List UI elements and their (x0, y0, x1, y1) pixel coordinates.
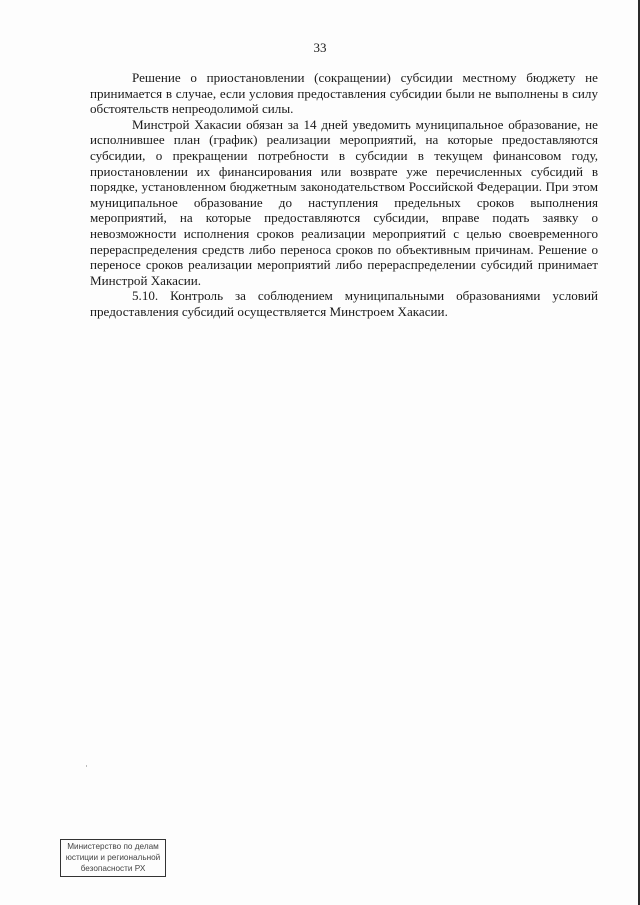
scan-speck (86, 765, 87, 767)
stamp-line-1: Министерство по делам (67, 842, 159, 851)
page-number: 33 (313, 40, 327, 55)
registration-stamp (60, 839, 166, 877)
paragraph-notification: Минстрой Хакасии обязан за 14 дней уведомить муниципальное образование, не исполнившее план (график) реализации мероприятий, на которые предоставляются субсидии, о прекращении потребности в субсидии в текущем финансовом году, приостановлении их финансирования или возврате уже перечисленных субсидий в порядке, установленном бюджетным законодательством Российской Федерации. При этом муниципальное образование до наступления предельных сроков выполнения мероприятий, на которые предоставляются субсидии, вправе подать заявку о невозможности исполнения сроков реализации мероприятий с целью своевременного перераспределения средств либо переноса сроков по объективным причинам. Решение о переносе сроков реализации мероприятий либо перераспределении субсидий принимает Минстрой Хакасии. (90, 116, 598, 288)
paragraph-suspension: Решение о приостановлении (сокращении) субсидии местному бюджету не принимается в случае, если условия предоставления субсидии были не выполнены в силу обстоятельств непреодолимой силы. (90, 70, 598, 117)
body-text (90, 70, 598, 320)
paragraph-control: 5.10. Контроль за соблюдением муниципальными образованиями условий предоставления субсидий осуществляется Минстроем Хакасии. (90, 288, 598, 319)
stamp-line-3: безопасности РХ (80, 864, 146, 873)
stamp-line-2: юстиции и региональной (65, 853, 161, 862)
